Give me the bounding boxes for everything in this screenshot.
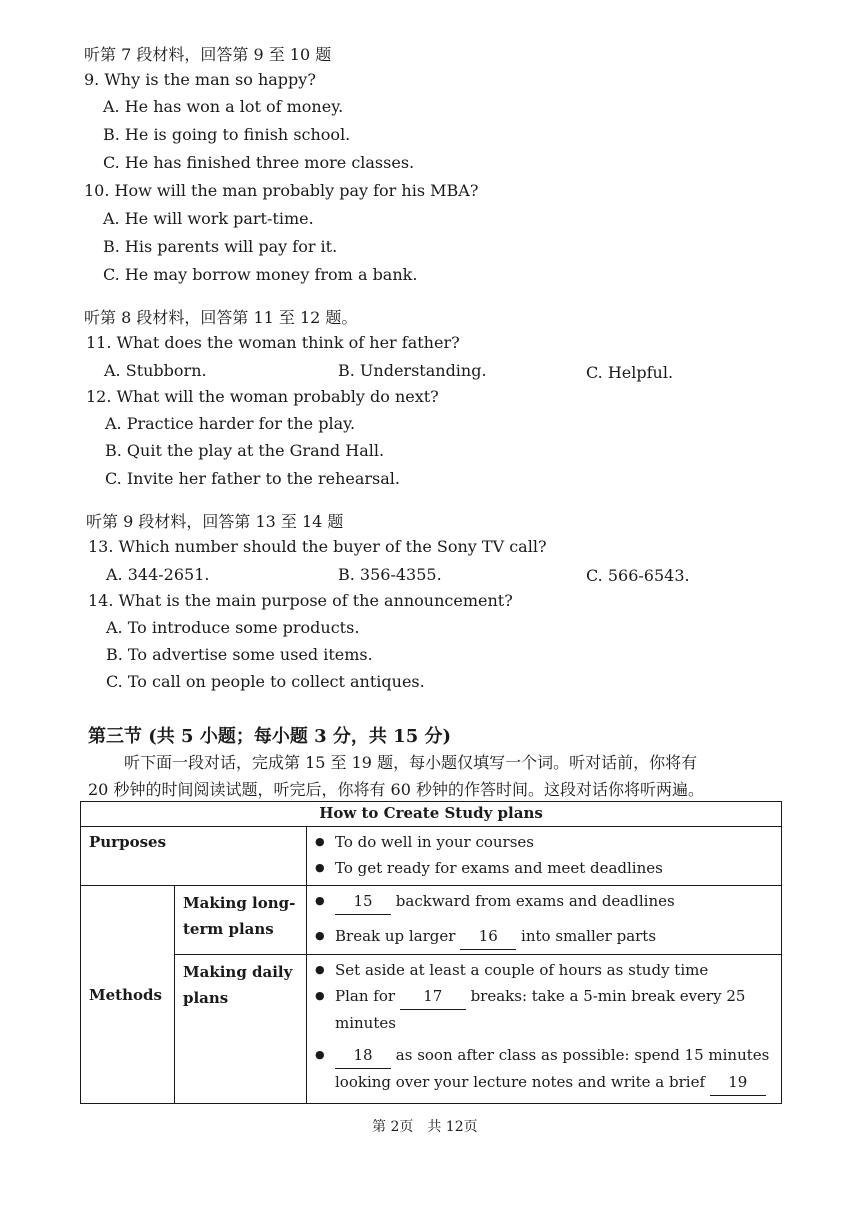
daily-item: ● 18 as soon after class as possible: spend 15 minutes looking over your lecture notes and write a brief 19 — [315, 1042, 773, 1096]
daily-label: Making daily plans — [175, 955, 307, 1104]
blank-19[interactable]: 19 — [710, 1069, 766, 1096]
purposes-label: Purposes — [81, 827, 307, 886]
daily-item: ● Plan for 17 breaks: take a 5-min break every 25 minutes — [315, 983, 773, 1036]
part3-instructions-1: 听下面一段对话，完成第 15 至 19 题，每小题仅填写一个词。听对话前，你将有 — [124, 753, 698, 772]
section-header-9: 听第 9 段材料，回答第 13 至 14 题 — [86, 512, 344, 531]
option-14b[interactable]: B. To advertise some used items. — [106, 645, 373, 664]
option-13b[interactable]: B. 356-4355. — [338, 565, 442, 584]
section-header-7: 听第 7 段材料，回答第 9 至 10 题 — [84, 45, 332, 64]
option-11b[interactable]: B. Understanding. — [338, 361, 487, 380]
option-9a[interactable]: A. He has won a lot of money. — [103, 97, 344, 116]
option-12c[interactable]: C. Invite her father to the rehearsal. — [105, 469, 400, 488]
option-12a[interactable]: A. Practice harder for the play. — [105, 414, 356, 433]
page-footer: 第 2页 共 12页 — [372, 1119, 478, 1135]
part3-title: 第三节 (共 5 小题；每小题 3 分，共 15 分) — [88, 726, 451, 747]
option-14c[interactable]: C. To call on people to collect antiques. — [106, 672, 425, 691]
study-plan-table — [80, 801, 782, 1104]
option-10a[interactable]: A. He will work part-time. — [103, 209, 314, 228]
option-10b[interactable]: B. His parents will pay for it. — [103, 237, 338, 256]
daily-item: ● Set aside at least a couple of hours as study time — [315, 957, 773, 983]
longterm-item: ● 15 backward from exams and deadlines — [315, 888, 773, 915]
question-14: 14. What is the main purpose of the announcement? — [88, 591, 513, 610]
option-12b[interactable]: B. Quit the play at the Grand Hall. — [105, 441, 385, 460]
option-9b[interactable]: B. He is going to finish school. — [103, 125, 351, 144]
option-9c[interactable]: C. He has finished three more classes. — [103, 153, 415, 172]
option-11c[interactable]: C. Helpful. — [586, 363, 674, 382]
part3-instructions-2: 20 秒钟的时间阅读试题，听完后，你将有 60 秒钟的作答时间。这段对话你将听两遍。 — [88, 780, 704, 799]
purpose-item: ● To get ready for exams and meet deadlines — [315, 855, 773, 881]
blank-18[interactable]: 18 — [335, 1042, 391, 1069]
option-14a[interactable]: A. To introduce some products. — [106, 618, 360, 637]
longterm-label: Making long-term plans — [175, 886, 307, 955]
question-12: 12. What will the woman probably do next? — [86, 387, 439, 406]
option-13c[interactable]: C. 566-6543. — [586, 566, 690, 585]
question-10: 10. How will the man probably pay for his MBA? — [84, 181, 479, 200]
question-13: 13. Which number should the buyer of the Sony TV call? — [88, 537, 547, 556]
question-11: 11. What does the woman think of her father? — [86, 333, 460, 352]
question-9: 9. Why is the man so happy? — [84, 70, 316, 89]
blank-17[interactable]: 17 — [400, 983, 466, 1010]
methods-label: Methods — [81, 886, 175, 1104]
option-10c[interactable]: C. He may borrow money from a bank. — [103, 265, 418, 284]
longterm-item: ● Break up larger 16 into smaller parts — [315, 923, 773, 950]
purpose-item: ● To do well in your courses — [315, 829, 773, 855]
blank-15[interactable]: 15 — [335, 888, 391, 915]
section-header-8: 听第 8 段材料，回答第 11 至 12 题。 — [84, 308, 358, 327]
blank-16[interactable]: 16 — [460, 923, 516, 950]
option-13a[interactable]: A. 344-2651. — [106, 565, 210, 584]
table-title: How to Create Study plans — [81, 802, 782, 827]
option-11a[interactable]: A. Stubborn. — [104, 361, 207, 380]
